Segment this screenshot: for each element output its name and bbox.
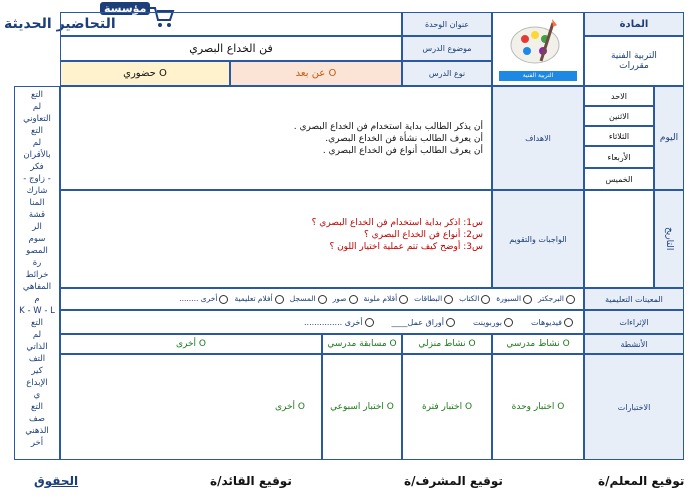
strategy-line: التع — [30, 126, 44, 136]
homework-label: الواجبات والتقويم — [492, 190, 584, 288]
subject-value: التربية الفنية مقررات — [584, 36, 684, 86]
strategy-item[interactable]: فيديوهات — [531, 318, 575, 327]
strategy-line: لم — [32, 138, 42, 148]
resource-item[interactable]: أقلام ملونة — [364, 294, 411, 304]
strategy-line: التع — [30, 402, 44, 412]
strategy-line: لم — [32, 102, 42, 112]
rights-link[interactable]: الحقوق — [34, 474, 79, 488]
day-monday: الاثنين — [584, 106, 654, 126]
brand-line2: التحاضير الحديثة — [4, 16, 116, 32]
strategy-sidebar — [14, 86, 60, 460]
date-cell[interactable] — [584, 190, 654, 288]
day-sunday: الاحد — [584, 86, 654, 106]
homework-content[interactable] — [60, 190, 492, 288]
strategy-line: صف — [28, 414, 46, 424]
strategy-line: الر — [32, 222, 42, 232]
strategy-line: قشة — [28, 210, 46, 220]
strategies-content[interactable] — [60, 310, 584, 334]
objective-item: أن يعرف الطالب أنواع فن الخداع البصري . — [322, 146, 483, 156]
activity-school[interactable]: نشاط مدرسي O — [492, 334, 584, 354]
strategy-item[interactable]: بوربوينت — [473, 318, 515, 327]
strategy-line: شارك — [26, 186, 48, 196]
lesson-label: موضوع الدرس — [402, 36, 492, 61]
objective-item: أن يعرف الطالب نشأة فن الخداع البصري. — [325, 134, 483, 144]
strategy-lines — [16, 89, 58, 449]
activities-label: الأنشطة — [584, 334, 684, 354]
resource-item[interactable]: البطاقات — [414, 294, 455, 304]
lesson-type-inperson[interactable]: حضوري O — [60, 61, 230, 86]
strategy-line: K - W - L — [19, 306, 55, 316]
test-other[interactable]: أخرى O — [60, 354, 322, 460]
strategy-line: الذهني — [25, 426, 49, 436]
activity-other[interactable]: أخرى O — [60, 334, 322, 354]
strategy-line: المفاهي — [22, 282, 52, 292]
date-label: التاريخ — [654, 190, 684, 288]
signature-teacher: توقيع المعلم/ة — [598, 474, 685, 488]
resource-item[interactable]: المسجل — [290, 294, 329, 304]
strategy-line: التع — [30, 318, 44, 328]
homework-item: س1: اذكر بداية استخدام فن الخداع البصري ؟ — [311, 218, 483, 228]
strategies-label: الإثراءات — [584, 310, 684, 334]
lesson-value[interactable]: فن الخداع البصري — [60, 36, 402, 61]
objectives-label: الاهداف — [492, 86, 584, 190]
strategy-line: خرائط — [25, 270, 49, 280]
resource-item[interactable]: الكتاب — [459, 294, 492, 304]
unit-value[interactable] — [60, 12, 402, 36]
subject-image — [492, 12, 584, 86]
strategy-line: التعاوني — [23, 114, 51, 124]
activity-home[interactable]: نشاط منزلي O — [402, 334, 492, 354]
type-label: نوع الدرس — [402, 61, 492, 86]
homework-item: س2: أنواع فن الخداع البصري ؟ — [364, 230, 483, 240]
strategy-line: - زاوج - — [23, 174, 51, 184]
strategy-line: التع — [30, 90, 44, 100]
strategy-line: أخر — [30, 438, 44, 448]
strategy-item[interactable]: أوراق عمل____ — [392, 318, 457, 327]
activity-competition[interactable]: مسابقة مدرسي O — [322, 334, 402, 354]
palette-icon — [507, 17, 567, 69]
tests-label: الاختبارات — [584, 354, 684, 460]
strategy-line: كير — [31, 366, 43, 376]
strategy-line: لم — [32, 330, 42, 340]
day-wednesday: الأربعاء — [584, 146, 654, 168]
resources-content[interactable] — [60, 288, 584, 310]
unit-label: عنوان الوحدة — [402, 12, 492, 36]
signature-leader: توقيع القائد/ة — [210, 474, 292, 488]
strategy-line: المنا — [29, 198, 45, 208]
test-period[interactable]: اختبار فترة O — [402, 354, 492, 460]
resources-label: المعينات التعليمية — [584, 288, 684, 310]
strategy-line: سوم — [28, 234, 46, 244]
resource-item[interactable]: صور — [333, 294, 360, 304]
signature-supervisor: توقيع المشرف/ة — [404, 474, 503, 488]
strategy-line: ي — [33, 390, 41, 400]
resource-item[interactable]: أفلام تعليمية — [234, 294, 285, 304]
strategy-line: المصو — [26, 246, 48, 256]
subject-label: المادة — [584, 12, 684, 36]
strategy-line: فكر — [30, 162, 44, 172]
image-caption: التربية الفنية — [499, 71, 577, 81]
strategy-line: رة — [32, 258, 42, 268]
brand-line1: مؤسسة — [100, 2, 150, 15]
homework-item: س3: أوضح كيف تتم عملية اختيار اللون ؟ — [329, 242, 483, 252]
resource-item[interactable]: أخرى ........ — [179, 294, 230, 304]
lesson-type-remote[interactable]: عن بعد O — [230, 61, 402, 86]
strategy-line: الذاتي — [26, 342, 48, 352]
test-weekly[interactable]: اختبار اسبوعي O — [322, 354, 402, 460]
strategy-line: بالأقران — [23, 150, 51, 160]
objectives-content[interactable] — [60, 86, 492, 190]
resource-item[interactable]: السبورة — [496, 294, 534, 304]
day-thursday: الخميس — [584, 168, 654, 190]
day-tuesday: الثلاثاء — [584, 126, 654, 146]
strategy-line: الإبداع — [26, 378, 48, 388]
resource-item[interactable]: البرجكتر — [538, 294, 577, 304]
test-unit[interactable]: اختبار وحدة O — [492, 354, 584, 460]
strategy-line: التف — [28, 354, 46, 364]
strategy-item[interactable]: أخرى ............... — [304, 318, 376, 327]
strategy-line: م — [34, 294, 40, 304]
objective-item: أن يذكر الطالب بداية استخدام فن الخداع البصري . — [293, 122, 483, 132]
day-label: اليوم — [654, 86, 684, 190]
